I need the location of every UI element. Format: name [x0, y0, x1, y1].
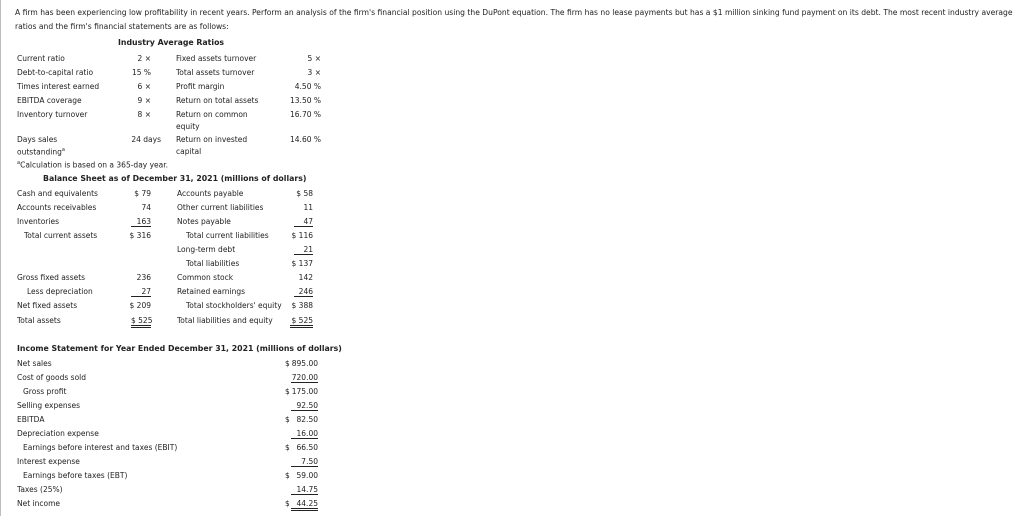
income-value: 59.00 [296, 471, 318, 480]
balance-label: Less depreciation [27, 287, 93, 296]
balance-title: Balance Sheet as of December 31, 2021 (millions of dollars) [43, 174, 307, 183]
income-dollar: $ [285, 443, 290, 452]
ratio-value: 8 × [137, 110, 151, 119]
balance-label: Total liabilities [186, 259, 240, 268]
balance-value: $ 316 [129, 231, 151, 240]
income-label: Cost of goods sold [17, 373, 87, 382]
income-label: Earnings before interest and taxes (EBIT) [23, 443, 178, 452]
footnote-marker: a [61, 147, 65, 153]
ratio-label: Total assets turnover [176, 68, 255, 77]
ratio-label: EBITDA coverage [17, 96, 82, 105]
income-label: Selling expenses [17, 401, 81, 410]
ratio-label: Fixed assets turnover [176, 54, 257, 63]
balance-value: $ 525 [131, 316, 151, 328]
ratio-label: Inventory turnover [17, 110, 88, 119]
balance-label: Total liabilities and equity [177, 316, 273, 325]
income-value: 895.00 [291, 359, 318, 368]
ratio-label: Debt-to-capital ratio [17, 68, 94, 77]
balance-label: Retained earnings [177, 287, 246, 296]
balance-label: Gross fixed assets [17, 273, 86, 282]
balance-value: $ 209 [129, 301, 151, 310]
ratio-label: Times interest earned [17, 82, 100, 91]
balance-label: Inventories [17, 217, 59, 226]
balance-value: 27 [131, 287, 151, 297]
ratio-label: Return on total assets [176, 96, 259, 105]
balance-value: 11 [303, 203, 313, 212]
balance-label: Total stockholders' equity [186, 301, 282, 310]
income-value: 14.75 [291, 485, 318, 495]
balance-value: 142 [298, 273, 313, 282]
ratio-value: 2 × [137, 54, 151, 63]
income-title: Income Statement for Year Ended December 31, 2021 (millions of dollars) [17, 344, 342, 353]
income-label: Earnings before taxes (EBT) [23, 471, 128, 480]
balance-label: Long-term debt [177, 245, 236, 254]
ratio-value: 5 × [307, 54, 321, 63]
ratio-value: 14.60 % [290, 135, 321, 144]
income-value: 44.25 [291, 499, 318, 511]
ratios-title: Industry Average Ratios [118, 38, 225, 47]
ratio-value: 4.50 % [294, 82, 321, 91]
income-label: Gross profit [23, 387, 67, 396]
ratio-value: 24 days [131, 135, 161, 144]
balance-label: Accounts payable [177, 189, 244, 198]
income-value: 720.00 [291, 373, 318, 382]
income-value: 92.50 [291, 401, 318, 411]
income-dollar: $ [285, 499, 290, 508]
ratio-label: Return on common [176, 110, 248, 119]
ratio-label: Days sales [17, 135, 58, 144]
income-label: Net income [17, 499, 61, 508]
income-label: Net sales [17, 359, 52, 368]
balance-label: Cash and equivalents [17, 189, 98, 198]
ratio-value: 9 × [137, 96, 151, 105]
income-value: 82.50 [296, 415, 318, 424]
balance-value: 163 [131, 217, 151, 227]
ratio-label: outstanding$^a$ [17, 147, 65, 157]
ratio-value: 6 × [137, 82, 151, 91]
balance-value: $ 79 [134, 189, 151, 198]
balance-value: 47 [294, 217, 313, 227]
ratio-label: equity [176, 122, 200, 131]
balance-label: Accounts receivables [17, 203, 97, 212]
ratio-value: 13.50 % [290, 96, 321, 105]
balance-value: 21 [294, 245, 313, 255]
income-value: 16.00 [291, 429, 318, 439]
income-value: 7.50 [291, 457, 318, 467]
balance-label: Net fixed assets [17, 301, 78, 310]
income-label: Depreciation expense [17, 429, 99, 438]
income-dollar: $ [285, 387, 290, 396]
income-label: EBITDA [17, 415, 45, 424]
income-dollar: $ [285, 415, 290, 424]
ratio-label: Profit margin [176, 82, 225, 91]
balance-value: 246 [294, 287, 313, 297]
ratios-footnote: $^a$Calculation is based on a 365-day year. [17, 160, 169, 170]
balance-label: Other current liabilities [177, 203, 264, 212]
income-dollar: $ [285, 359, 290, 368]
balance-value: $ 137 [291, 259, 313, 268]
ratio-label: capital [176, 147, 202, 156]
problem-intro: A firm has been experiencing low profitability in recent years. Perform an analysis of the firm's financial position using the DuPont equation. The firm has no lease payments but has a $1 million sinking fund payment on its debt. The most recent industry average ratios and the firm's financial statements are as follows: [15, 8, 1013, 31]
balance-value: $ 525 [290, 316, 313, 328]
income-label: Interest expense [17, 457, 80, 466]
balance-value: $ 388 [291, 301, 313, 310]
income-dollar: $ [285, 471, 290, 480]
balance-value: $ 58 [296, 189, 313, 198]
balance-value: 236 [136, 273, 151, 282]
balance-label: Common stock [177, 273, 234, 282]
ratio-label: Return on invested [176, 135, 248, 144]
ratio-value: 16.70 % [290, 110, 321, 119]
income-value: 175.00 [291, 387, 318, 396]
balance-label: Notes payable [177, 217, 231, 226]
balance-label: Total current liabilities [186, 231, 269, 240]
balance-label: Total current assets [24, 231, 98, 240]
ratio-value: 3 × [307, 68, 321, 77]
balance-value: 74 [141, 203, 151, 212]
income-label: Taxes (25%) [17, 485, 63, 494]
income-value: 66.50 [296, 443, 318, 452]
ratio-label: Current ratio [17, 54, 65, 63]
ratio-value: 15 % [131, 68, 151, 77]
balance-label: Total assets [17, 316, 61, 325]
balance-value: $ 116 [291, 231, 313, 240]
